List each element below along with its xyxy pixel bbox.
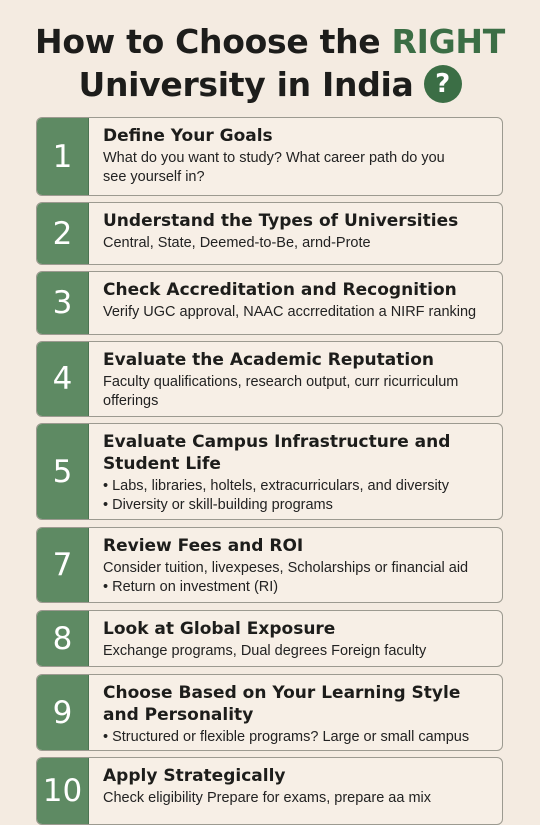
step-description <box>103 477 498 515</box>
description-line: Central, State, Deemed-to-Be, arnd-Prote <box>103 235 371 251</box>
step-description <box>103 149 498 187</box>
step-card-4 <box>36 341 503 417</box>
step-content <box>103 279 498 322</box>
step-number: 3 <box>37 272 89 334</box>
description-line: Exchange programs, Dual degrees Foreign faculty <box>103 643 427 659</box>
step-card-7 <box>36 527 503 603</box>
step-number: 1 <box>37 118 89 195</box>
title-line2: University in India <box>78 65 414 104</box>
title-prefix: How to Choose the <box>35 22 392 61</box>
step-heading <box>103 431 498 475</box>
step-description <box>103 789 498 808</box>
step-number: 10 <box>37 758 89 824</box>
step-description <box>103 303 498 322</box>
step-content <box>103 682 498 747</box>
step-card-9 <box>36 674 503 751</box>
title-accent: RIGHT <box>391 22 505 61</box>
step-description <box>103 728 498 747</box>
step-card-2 <box>36 202 503 265</box>
step-content <box>103 349 498 411</box>
description-line: • Return on investment (RI) <box>103 579 279 595</box>
step-heading: Look at Global Exposure <box>103 619 336 639</box>
step-number: 5 <box>37 424 89 519</box>
step-number: 2 <box>37 203 89 264</box>
step-description <box>103 373 498 411</box>
step-number: 9 <box>37 675 89 750</box>
description-line: • Structured or flexible programs? Large or small campus <box>103 729 470 745</box>
step-content <box>103 535 498 597</box>
description-line: • Labs, libraries, holtels, extracurriculars, and diversity <box>103 478 449 494</box>
heading-line: Student Life <box>103 454 221 474</box>
step-card-1 <box>36 117 503 196</box>
step-heading: Apply Strategically <box>103 766 286 786</box>
step-card-5 <box>36 423 503 520</box>
step-heading: Define Your Goals <box>103 126 273 146</box>
step-content <box>103 210 498 253</box>
description-line: What do you want to study? What career path do you <box>103 150 445 166</box>
step-heading: Review Fees and ROI <box>103 536 304 556</box>
step-card-10 <box>36 757 503 825</box>
description-line: see yourself in? <box>103 169 205 185</box>
step-number: 8 <box>37 611 89 666</box>
step-heading: Check Accreditation and Recognition <box>103 280 457 300</box>
step-card-8 <box>36 610 503 667</box>
description-line: • Diversity or skill-building programs <box>103 497 333 513</box>
step-heading: Evaluate the Academic Reputation <box>103 350 434 370</box>
step-number: 4 <box>37 342 89 416</box>
step-description <box>103 642 498 661</box>
heading-line: and Personality <box>103 705 254 725</box>
description-line: Consider tuition, livexpeses, Scholarships or financial aid <box>103 560 469 576</box>
description-line: Verify UGC approval, NAAC accrreditation a NIRF ranking <box>103 304 477 320</box>
description-line: offerings <box>103 393 159 409</box>
description-line: Faculty qualifications, research output, curr ricurriculum <box>103 374 459 390</box>
step-content <box>103 618 498 661</box>
step-number: 7 <box>37 528 89 602</box>
step-description <box>103 234 498 253</box>
heading-line: Evaluate Campus Infrastructure and <box>103 432 451 452</box>
step-card-3 <box>36 271 503 335</box>
step-description <box>103 559 498 597</box>
step-content <box>103 765 498 808</box>
step-heading: Understand the Types of Universities <box>103 211 459 231</box>
question-icon: ? <box>424 65 462 103</box>
step-content <box>103 431 498 515</box>
heading-line: Choose Based on Your Learning Style <box>103 683 461 703</box>
description-line: Check eligibility Prepare for exams, prepare aa mix <box>103 790 431 806</box>
step-heading <box>103 682 498 726</box>
page-title <box>0 20 540 106</box>
step-content <box>103 125 498 187</box>
